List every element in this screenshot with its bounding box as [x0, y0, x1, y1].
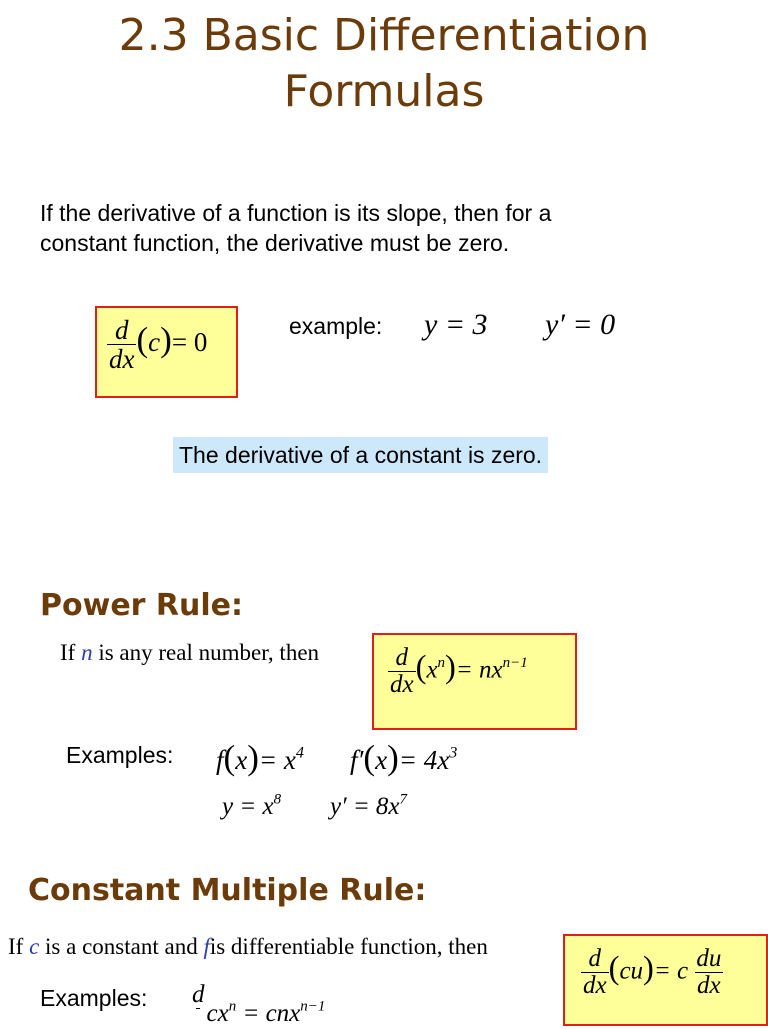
constant-rule-note: The derivative of a constant is zero.	[173, 437, 548, 473]
constant-multiple-examples-label: Examples:	[40, 985, 148, 1011]
f-variable: f	[203, 934, 210, 959]
constant-rule-formula-box: $\frac{d}{dx}$ (c)= 0	[95, 306, 238, 398]
power-exponent: n	[437, 654, 446, 671]
power-example-1: $f(x)= x^4$	[216, 738, 304, 777]
intro-paragraph	[40, 198, 551, 258]
d-dx-fraction	[388, 645, 416, 699]
c-variable: c	[29, 934, 40, 959]
then-text: is any real number, then	[98, 640, 320, 665]
fraction-numerator: d	[395, 644, 409, 671]
fraction-denominator: dx	[109, 344, 135, 375]
power-example-2-derivative: $y' = 8x^7$	[330, 791, 408, 820]
fraction-denominator: dx	[390, 671, 414, 699]
constant-c: c	[148, 327, 161, 358]
power-example-1-derivative: $f'(x)= 4x^3$	[350, 738, 458, 777]
constant-multiple-formula-box: $\frac{d}{dx}$ (cu)= c $\frac{du}{dx}$	[563, 934, 768, 1026]
power-base: x	[426, 656, 438, 684]
constant-example-2: y′ = 0	[545, 308, 616, 341]
power-rhs-exponent: n−1	[502, 654, 528, 671]
constant-multiple-condition: If c is a constant and fis differentiable function, then	[8, 934, 488, 959]
constant-example-1: y = 3	[424, 308, 488, 341]
constant-multiple-example: d $cx^n = cnx^{n-1}$	[190, 982, 325, 1029]
if-text: If	[60, 640, 76, 665]
power-rule-heading: Power Rule:	[40, 588, 243, 623]
constant-rule-rhs: = 0	[171, 327, 208, 358]
du-dx-fraction: $\frac{du}{dx}$	[696, 945, 722, 1000]
intro-line-2: constant function, the derivative must be zero.	[40, 230, 510, 256]
constant-multiple-rule-heading: Constant Multiple Rule:	[28, 873, 427, 908]
d-dx-fraction	[107, 316, 136, 374]
power-rule-formula-box: $\frac{d}{dx}$ $(x^n)= nx^{n-1}$	[372, 633, 577, 730]
constant-example-label: example:	[289, 313, 383, 339]
power-example-2: $y = x^8$	[222, 791, 282, 820]
page-title	[0, 8, 768, 120]
n-variable: n	[81, 640, 93, 665]
d-dx-fraction: $\frac{d}{dx}$	[583, 945, 607, 1000]
power-examples-label: Examples:	[66, 742, 174, 768]
title-line-1: 2.3 Basic Differentiation	[118, 10, 650, 61]
power-rhs: = nx	[455, 656, 503, 684]
intro-line-1: If the derivative of a function is its slope, then for a	[40, 200, 552, 226]
title-line-2: Formulas	[283, 66, 485, 117]
power-rule-condition	[60, 640, 319, 666]
fraction-numerator: d	[114, 315, 129, 345]
